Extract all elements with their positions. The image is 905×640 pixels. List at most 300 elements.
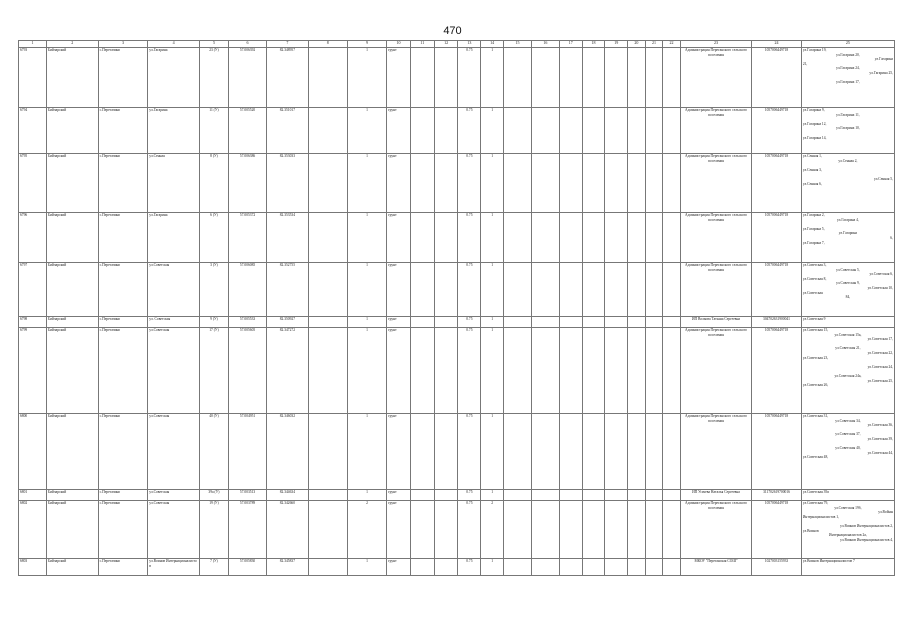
address-line: ул.Гагарина 25, [869,70,893,75]
empty-cell [410,213,434,263]
address-line: ул.Войны [878,510,893,515]
empty-cell [605,328,628,414]
quantity-cell: 2 [481,501,504,559]
volume-cell: 0.75 [458,108,481,154]
empty-cell [628,328,646,414]
longitude-cell: 82.346032 [267,414,308,490]
longitude-cell: 82.350927 [267,317,308,328]
ogrn-cell: 311702619700016 [752,490,802,501]
settlement-cell: с.Перетачино [98,559,148,576]
owner-cell: Администрация Переганского сельского поселения [680,414,751,490]
empty-cell [308,263,347,317]
empty-cell [559,48,582,108]
owner-cell: Администрация Переганского сельского поселения [680,154,751,213]
surface-cell: грунт [387,317,411,328]
volume-cell: 0.75 [458,490,481,501]
empty-cell [434,108,458,154]
empty-cell [605,559,628,576]
address-line: ул.Советская 79, [802,501,829,505]
empty-cell [628,263,646,317]
empty-cell [663,328,681,414]
empty-cell [434,48,458,108]
row-id: 6800 [19,414,47,490]
surface-cell: грунт [387,328,411,414]
served-addresses-cell [801,317,894,328]
address-line: ул.Советская 24, [867,364,893,369]
volume-cell: 0.75 [458,501,481,559]
table-row [19,317,895,328]
address-line: ул.Советская 9, [836,281,860,286]
latitude-cell: 57.005533 [228,317,266,328]
latitude-cell: 57.006085 [228,263,266,317]
count-cell: 1 [347,414,386,490]
column-header: 4 [148,41,200,48]
column-header: 11 [410,41,434,48]
empty-cell [582,414,605,490]
street-cell: ул.Воинов Интернационалисто в [148,559,200,576]
volume-cell: 0.75 [458,328,481,414]
district-cell: Бийчарский [46,414,98,490]
street-cell: ул.Советская [148,501,200,559]
address-line: ул.Гагарина [874,57,893,62]
empty-cell [582,108,605,154]
longitude-cell: 82.342660 [267,501,308,559]
surface-cell: грунт [387,108,411,154]
surface-cell: грунт [387,414,411,490]
ogrn-cell: 304702631900041 [752,317,802,328]
empty-cell [531,154,559,213]
empty-cell [410,490,434,501]
ogrn-cell: 1057006449718 [752,328,802,414]
address-line: ул.Советская 39, [867,436,893,441]
surface-cell: грунт [387,263,411,317]
surface-cell: грунт [387,154,411,213]
address-line: ул.Сенная 1, [802,154,822,158]
address-line: ул.Советская 31, [802,414,829,418]
address-line: ул.Советская 34, [835,418,861,423]
latitude-cell: 57.005372 [228,213,266,263]
longitude-cell: 82.345837 [267,559,308,576]
empty-cell [663,263,681,317]
empty-cell [531,213,559,263]
longitude-cell: 82.351017 [267,108,308,154]
empty-cell [628,501,646,559]
empty-cell [503,559,531,576]
latitude-cell: 57.006392 [228,48,266,108]
empty-cell [663,317,681,328]
volume-cell: 0.75 [458,213,481,263]
address-line: ул.Сенная 3, [802,167,822,172]
empty-cell [308,317,347,328]
volume-cell: 0.75 [458,559,481,576]
table-row [19,108,895,154]
empty-cell [645,317,663,328]
owner-cell: ИП Усачева Наталья Сергеевна [680,490,751,501]
column-header: 14 [481,41,504,48]
empty-cell [645,559,663,576]
address-line: ул.Советская 21, [835,346,861,351]
empty-cell [663,48,681,108]
count-cell: 1 [347,317,386,328]
empty-cell [645,328,663,414]
address-line: ул.Советская 48, [802,455,829,460]
empty-cell [628,559,646,576]
address-line: ул.Гагарина 14, [802,135,827,140]
street-cell: ул.Советская [148,414,200,490]
address-line: ул.Гагарина 7, [802,240,825,245]
longitude-cell: 82.348957 [267,48,308,108]
address-line: ул.Гагарина 24, [836,66,860,71]
empty-cell [531,501,559,559]
address-line: Интернационалистов 2а, [829,533,867,538]
address-line: ул.Гагарина 11, [836,112,860,117]
empty-cell [605,154,628,213]
empty-cell [663,154,681,213]
table-row [19,490,895,501]
house-cell: 40 (У) [199,414,228,490]
surface-cell: грунт [387,213,411,263]
empty-cell [410,154,434,213]
address-line: 6, [890,235,893,240]
empty-cell [605,414,628,490]
row-id: 6793 [19,48,47,108]
column-header: 10 [387,41,411,48]
address-line: ул.Советская 25, [867,378,893,383]
empty-cell [503,414,531,490]
house-cell: 8 (У) [199,154,228,213]
settlement-cell: с.Перетачино [98,213,148,263]
address-line: ул.Советская 17, [867,337,893,342]
owner-cell: Администрация Переганского сельского поселения [680,263,751,317]
address-line: ул.Гагарина 12, [802,121,827,126]
empty-cell [559,559,582,576]
address-line: ул.Советская 3, [802,263,827,267]
quantity-cell: 1 [481,559,504,576]
house-cell: 39а (У) [199,490,228,501]
latitude-cell: 57.006386 [228,154,266,213]
empty-cell [582,48,605,108]
empty-cell [503,48,531,108]
table-row [19,48,895,108]
settlement-cell: с.Перетачино [98,490,148,501]
address-line: ул.Советская [802,290,823,295]
address-line: ул.Советская 44, [867,450,893,455]
settlement-cell: с.Перетачино [98,48,148,108]
volume-cell: 0.75 [458,154,481,213]
empty-cell [308,414,347,490]
empty-cell [503,263,531,317]
column-header: 22 [663,41,681,48]
address-line: ул.Советская 36, [867,423,893,428]
surface-cell: грунт [387,490,411,501]
address-line: ул.Советская 37, [835,432,861,437]
empty-cell [605,263,628,317]
empty-cell [410,328,434,414]
column-header: 13 [458,41,481,48]
row-id: 6798 [19,317,47,328]
longitude-cell: 82.353033 [267,154,308,213]
latitude-cell: 57.005605 [228,328,266,414]
district-cell: Бийчарский [46,501,98,559]
empty-cell [434,490,458,501]
empty-cell [628,414,646,490]
empty-cell [410,414,434,490]
house-cell: 17 (У) [199,328,228,414]
settlement-cell: с.Перетачино [98,414,148,490]
table-body [19,48,895,576]
row-id: 6802 [19,501,47,559]
register-table [18,40,895,576]
empty-cell [582,501,605,559]
settlement-cell: с.Перетачино [98,317,148,328]
table-row [19,213,895,263]
table-row [19,328,895,414]
empty-cell [605,490,628,501]
house-cell: 3 (У) [199,263,228,317]
owner-cell: МКОУ "Переганская СОШ" [680,559,751,576]
street-cell: ул.Советская [148,490,200,501]
surface-cell: грунт [387,559,411,576]
district-cell: Бийчарский [46,559,98,576]
address-line: ул.Советская 19б, [834,505,862,510]
empty-cell [434,559,458,576]
column-header: 12 [434,41,458,48]
empty-cell [410,501,434,559]
empty-cell [434,263,458,317]
served-addresses-cell [801,263,894,317]
empty-cell [645,414,663,490]
address-line: 21, [802,61,808,66]
column-header: 23 [680,41,751,48]
empty-cell [559,154,582,213]
count-cell: 1 [347,213,386,263]
settlement-cell: с.Перетачино [98,328,148,414]
empty-cell [410,317,434,328]
district-cell: Бийчарский [46,154,98,213]
longitude-cell: 82.347272 [267,328,308,414]
count-cell: 1 [347,559,386,576]
served-addresses-cell [801,154,894,213]
served-addresses-cell [801,108,894,154]
address-line: ул.Советская 15а, [834,332,862,337]
served-addresses-cell [801,328,894,414]
quantity-cell: 1 [481,213,504,263]
empty-cell [503,154,531,213]
served-addresses-cell [801,213,894,263]
volume-cell: 0.75 [458,48,481,108]
address-line: ул.Советская 40, [835,446,861,451]
empty-cell [628,317,646,328]
row-id: 6799 [19,328,47,414]
surface-cell: грунт [387,501,411,559]
quantity-cell: 1 [481,263,504,317]
empty-cell [308,213,347,263]
table-row [19,154,895,213]
served-addresses-cell [801,48,894,108]
address-line: ул.Советская 26, [802,383,829,388]
empty-cell [531,328,559,414]
count-cell: 1 [347,108,386,154]
empty-cell [582,317,605,328]
served-addresses-cell [801,490,894,501]
empty-cell [559,108,582,154]
column-header: 25 [801,41,894,48]
address-line: ул.Гагарина 5, [802,226,825,231]
empty-cell [308,490,347,501]
quantity-cell: 1 [481,108,504,154]
latitude-cell: 57.004951 [228,414,266,490]
column-header: 9 [347,41,386,48]
empty-cell [663,559,681,576]
table-row [19,414,895,490]
count-cell: 1 [347,490,386,501]
row-id: 6796 [19,213,47,263]
empty-cell [663,213,681,263]
latitude-cell: 57.005830 [228,559,266,576]
street-cell: ул.Советская [148,263,200,317]
ogrn-cell: 1057006449718 [752,48,802,108]
row-id: 6797 [19,263,47,317]
surface-cell: грунт [387,48,411,108]
address-line: ул.Сенная 2, [838,158,858,163]
empty-cell [434,317,458,328]
district-cell: Бийчарский [46,263,98,317]
house-cell: 11 (У) [199,108,228,154]
latitude-cell: 57.005520 [228,108,266,154]
address-line: Интернационалистов 1, [802,514,839,519]
empty-cell [663,501,681,559]
address-line: ул.Советская 10, [867,285,893,290]
address-line: ул.Воинов Интернационалистов 7 [802,559,855,563]
address-line: ул.Гагарина 10, [836,126,860,131]
district-cell: Бийчарский [46,108,98,154]
row-id: 6795 [19,154,47,213]
served-addresses-cell [801,501,894,559]
address-line: ул.Советская 5, [836,267,860,272]
empty-cell [663,108,681,154]
district-cell: Бийчарский [46,317,98,328]
empty-cell [531,490,559,501]
settlement-cell: с.Перетачино [98,263,148,317]
empty-cell [645,154,663,213]
empty-cell [582,154,605,213]
empty-cell [559,414,582,490]
column-header: 3 [98,41,148,48]
column-header: 18 [582,41,605,48]
address-line: ул.Сенная 6, [802,181,822,186]
address-line: ул.Гагарина 17, [836,80,860,85]
empty-cell [645,490,663,501]
settlement-cell: с.Перетачино [98,501,148,559]
empty-cell [628,490,646,501]
empty-cell [503,317,531,328]
street-cell: ул.Гагарина [148,213,200,263]
empty-cell [559,501,582,559]
address-line: ул.Советская 22, [867,350,893,355]
header-row [19,41,895,48]
empty-cell [410,263,434,317]
column-header: 8 [308,41,347,48]
address-line: ул.Воинов Интернационалистов 2, [840,523,893,528]
empty-cell [308,154,347,213]
count-cell: 1 [347,154,386,213]
volume-cell: 0.75 [458,263,481,317]
empty-cell [582,263,605,317]
empty-cell [645,108,663,154]
column-header: 19 [605,41,628,48]
address-line: ул.Советская 15, [802,328,829,332]
empty-cell [605,48,628,108]
empty-cell [503,213,531,263]
empty-cell [531,414,559,490]
latitude-cell: 57.003789 [228,501,266,559]
column-header: 24 [752,41,802,48]
empty-cell [582,328,605,414]
street-cell: ул.Сенная [148,154,200,213]
empty-cell [559,490,582,501]
owner-cell: Администрация Переганского сельского поселения [680,108,751,154]
empty-cell [531,559,559,576]
quantity-cell: 1 [481,414,504,490]
column-header: 1 [19,41,47,48]
column-header: 6 [228,41,266,48]
empty-cell [503,108,531,154]
empty-cell [582,559,605,576]
district-cell: Бийчарский [46,490,98,501]
column-header: 17 [559,41,582,48]
empty-cell [645,48,663,108]
address-line: ул.Гагарина 9, [802,108,825,112]
owner-cell: ИП Волкова Татьяна Сергеевна [680,317,751,328]
longitude-cell: 82.344634 [267,490,308,501]
volume-cell: 0.75 [458,414,481,490]
table-row [19,559,895,576]
empty-cell [645,263,663,317]
empty-cell [410,48,434,108]
ogrn-cell: 1057006449718 [752,501,802,559]
address-line: ул.Воинов [802,528,819,533]
row-id: 6794 [19,108,47,154]
district-cell: Бийчарский [46,213,98,263]
settlement-cell: с.Перетачино [98,108,148,154]
owner-cell: Администрация Переганского сельского поселения [680,328,751,414]
empty-cell [434,328,458,414]
house-cell: 23 (У) [199,48,228,108]
district-cell: Бийчарский [46,48,98,108]
address-line: ул.Советская 39а [802,490,829,494]
street-cell: ул. Советская [148,317,200,328]
volume-cell: 0.75 [458,317,481,328]
address-line: ул.Гагарина [838,231,858,236]
ogrn-cell: 1027003155933 [752,559,802,576]
empty-cell [308,328,347,414]
empty-cell [605,317,628,328]
house-cell: 6 (У) [199,213,228,263]
column-header: 5 [199,41,228,48]
house-cell: 7 (У) [199,559,228,576]
address-line: ул.Воинов Интернационалистов 4, [840,537,893,542]
row-id: 6801 [19,490,47,501]
empty-cell [503,490,531,501]
empty-cell [308,559,347,576]
address-line: ул.Гагарина 19, [802,48,827,52]
quantity-cell: 1 [481,490,504,501]
ogrn-cell: 1057006449718 [752,414,802,490]
count-cell: 1 [347,263,386,317]
empty-cell [308,501,347,559]
column-header: 2 [46,41,98,48]
empty-cell [605,213,628,263]
